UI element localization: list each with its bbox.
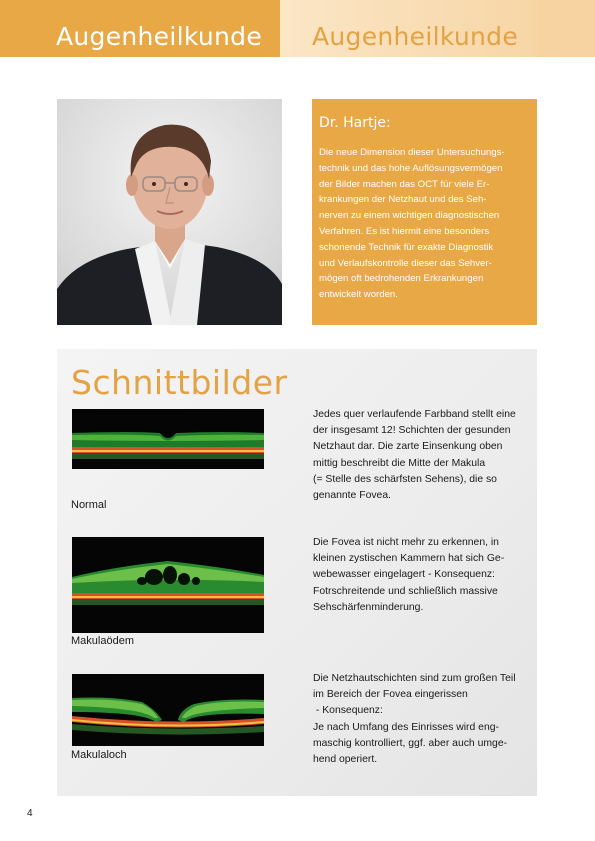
header-band bbox=[0, 0, 595, 57]
header-left-panel bbox=[0, 0, 280, 57]
page-number: 4 bbox=[27, 808, 33, 819]
paragraph-line: hend operiert. bbox=[313, 754, 378, 766]
scan-description-makulaoedem bbox=[313, 535, 533, 616]
paragraph-line: Die Fovea ist nicht mehr zu erkennen, in bbox=[313, 537, 499, 548]
doctor-quote-line: Verfahren. Es ist hiermit eine besonders bbox=[319, 225, 490, 237]
paragraph-line: (= Stelle des schärfsten Sehens), die so bbox=[313, 473, 497, 485]
doctor-quote-line: krankungen der Netzhaut und des Seh- bbox=[319, 194, 487, 206]
paragraph-line: maschig kontrolliert, ggf. aber auch umge- bbox=[313, 737, 508, 749]
doctor-quote-text bbox=[319, 145, 529, 303]
paragraph-line: Sehschärfenminderung. bbox=[313, 601, 424, 613]
scan-caption: Normal bbox=[71, 499, 107, 511]
doctor-quote-line: mögen oft bedrohenden Erkrankungen bbox=[319, 273, 484, 285]
paragraph-line: mittig beschreibt die Mitte der Makula bbox=[313, 457, 486, 469]
oct-scan-makulaloch bbox=[72, 674, 264, 746]
doctor-portrait bbox=[57, 99, 282, 325]
paragraph-line: Netzhaut dar. Die zarte Einsenkung oben bbox=[313, 441, 503, 453]
paragraph-line: webewasser eingelagert - Konsequenz: bbox=[313, 569, 495, 581]
paragraph-line: im Bereich der Fovea eingerissen bbox=[313, 689, 468, 701]
doctor-quote-line: technik und das hohe Auflösungsvermögen bbox=[319, 162, 503, 174]
doctor-name: Dr. Hartje: bbox=[319, 115, 391, 131]
doctor-quote-line: schonende Technik für exakte Diagnostik bbox=[319, 241, 494, 253]
portrait-illustration bbox=[57, 99, 282, 325]
paragraph-line: Jedes quer verlaufende Farbband stellt eine bbox=[313, 409, 516, 420]
section-title: Schnittbilder bbox=[71, 363, 288, 402]
paragraph-line: kleinen zystischen Kammern hat sich Ge- bbox=[313, 553, 505, 565]
header-right-panel bbox=[280, 0, 537, 57]
oct-scan-makulaoedem bbox=[72, 537, 264, 633]
doctor-quote-line: und Verlaufskontrolle dieser das Sehver- bbox=[319, 257, 492, 269]
scan-caption: Makulaödem bbox=[71, 635, 134, 647]
paragraph-line: - Konsequenz: bbox=[313, 705, 383, 717]
header-accent-block bbox=[537, 0, 595, 57]
schnittbilder-section bbox=[57, 349, 537, 796]
header-title-right: Augenheilkunde bbox=[312, 22, 519, 51]
paragraph-line: genannte Fovea. bbox=[313, 490, 391, 502]
doctor-quote-line: entwickelt worden. bbox=[319, 289, 398, 301]
doctor-quote-line: der Bilder machen das OCT für viele Er- bbox=[319, 178, 490, 190]
paragraph-line: Fotrschreitende und schließlich massive bbox=[313, 585, 498, 597]
paragraph-line: Die Netzhautschichten sind zum großen Teil bbox=[313, 673, 516, 684]
doctor-quote-line: nerven zu einem wichtigen diagnostischen bbox=[319, 210, 500, 222]
doctor-quote-box bbox=[312, 99, 537, 325]
paragraph-line: Je nach Umfang des Einrisses wird eng- bbox=[313, 721, 499, 733]
scan-description-makulaloch bbox=[313, 671, 533, 768]
scan-caption: Makulaloch bbox=[71, 749, 127, 761]
doctor-quote-line: Die neue Dimension dieser Untersuchungs- bbox=[319, 147, 505, 158]
oct-scan-normal bbox=[72, 409, 264, 469]
paragraph-line: der insgesamt 12! Schichten der gesunden bbox=[313, 425, 511, 437]
scan-description-normal bbox=[313, 407, 533, 504]
header-title-left: Augenheilkunde bbox=[56, 22, 263, 51]
